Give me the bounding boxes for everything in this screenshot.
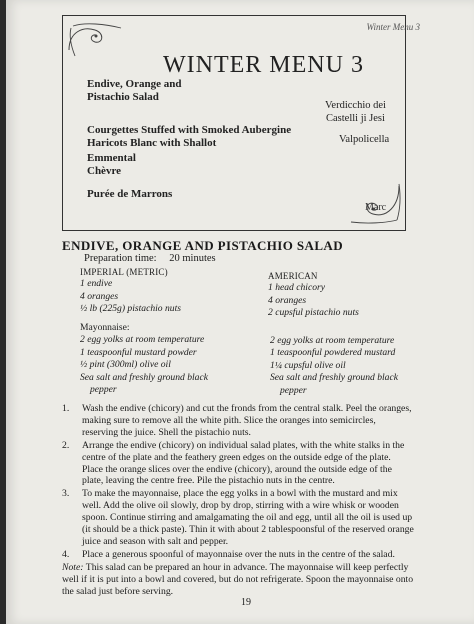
menu-dish-4: [87, 188, 172, 201]
menu-wine-2-line1: Valpolicella: [339, 134, 390, 145]
menu-dish-3-line2: Chèvre: [87, 165, 122, 177]
american-ingredient: 2 cupsful pistachio nuts: [268, 307, 359, 319]
menu-author: Marc: [365, 202, 387, 213]
menu-title: WINTER MENU 3: [163, 52, 364, 78]
step-number: 3.: [62, 488, 70, 500]
menu-dish-2-line2: Haricots Blanc with Shallot: [87, 137, 217, 149]
flourish-top-left-icon: [65, 20, 125, 60]
prep-time: [84, 253, 216, 264]
running-head: Winter Menu 3: [366, 22, 420, 32]
mayo-imperial-item: ½ pint (300ml) olive oil: [80, 359, 171, 371]
mayo-imperial-item: 2 egg yolks at room temperature: [80, 334, 205, 346]
american-column: [268, 270, 359, 320]
american-ingredient: 4 oranges: [268, 294, 307, 306]
book-page: [6, 0, 474, 624]
menu-dish-4-line1: Purée de Marrons: [87, 188, 173, 200]
menu-dish-2-line1: Courgettes Stuffed with Smoked Aubergine: [87, 124, 292, 136]
american-ingredient: 1 head chicory: [268, 282, 326, 294]
note-text: This salad can be prepared an hour in advance. The mayonnaise will keep perfectly well if it is put into a bowl and covered, but do not refrigerate. Spoon the mayonnaise onto the salad just before serving.: [62, 561, 414, 597]
mayo-american-item: Sea salt and freshly ground black: [270, 372, 398, 384]
imperial-ingredient: 1 endive: [80, 278, 113, 290]
step-text: To make the mayonnaise, place the egg yolks in a bowl with the mustard and mix well. Add the olive oil slowly, drop by drop, stirring with a wire whisk or wooden spoon. Continue stirring and amalgamating the oil and egg, until all the oil is used up (it should be a thick paste). Thin it with about 2 tablespoonsful of the reserved orange juice and season with salt and pepper.: [82, 488, 414, 547]
prep-value: 20 minutes: [169, 253, 216, 264]
menu-dish-2: [87, 124, 291, 150]
method-step: [62, 403, 414, 439]
mayo-american-item: pepper: [280, 384, 307, 396]
page-number: 19: [241, 597, 251, 608]
method-step: [62, 440, 414, 488]
menu-wine-2: [339, 133, 389, 146]
menu-dish-1: [87, 78, 181, 104]
mayonnaise-american: [270, 335, 398, 397]
method-step: [62, 549, 414, 561]
method-steps: [62, 403, 414, 598]
menu-box: [62, 15, 406, 231]
mayo-american-item: 1 teaspoonful powdered mustard: [270, 347, 396, 359]
prep-label: Preparation time:: [84, 253, 157, 264]
imperial-ingredient: 4 oranges: [80, 290, 119, 302]
american-header: AMERICAN: [268, 271, 318, 281]
mayo-imperial-item: 1 teaspoonful mustard powder: [80, 346, 197, 358]
mayo-imperial-item: pepper: [90, 384, 117, 396]
menu-dish-3: [87, 152, 136, 178]
mayonnaise-label: Mayonnaise:: [80, 322, 130, 333]
step-text: Wash the endive (chicory) and cut the fronds from the central stalk. Peel the oranges, making sure to remove all the white pith. Slice the oranges into semicircles, reserving the juice. Shell the pistachio nuts.: [82, 403, 412, 438]
imperial-header: IMPERIAL (METRIC): [80, 267, 168, 277]
mayo-american-item: 2 egg yolks at room temperature: [270, 335, 395, 346]
step-number: 2.: [62, 439, 70, 451]
mayo-american-item: 1¼ cupsful olive oil: [270, 359, 346, 371]
mayo-imperial-item: Sea salt and freshly ground black: [80, 371, 208, 383]
menu-dish-1-line2: Pistachio Salad: [87, 91, 159, 103]
menu-wine-1: [325, 99, 386, 125]
menu-dish-1-line1: Endive, Orange and: [87, 78, 182, 90]
step-number: 1.: [62, 403, 70, 414]
note-label: Note:: [62, 561, 84, 573]
menu-wine-1-line1: Verdicchio dei: [325, 100, 386, 111]
method-step: [62, 488, 414, 548]
imperial-ingredient: ½ lb (225g) pistachio nuts: [80, 303, 181, 315]
mayonnaise-imperial: [80, 322, 208, 396]
menu-dish-3-line1: Emmental: [87, 152, 136, 164]
step-text: Arrange the endive (chicory) on individual salad plates, with the white stalks in the centre of the plate and the feathery green edges on the outside edge of the plate. Place the orange slices over the endive (chicory), around the outside edge of the plate, leaving the centre free. Pile the pistachio nuts in the centre.: [82, 439, 405, 487]
menu-wine-1-line2: Castelli ji Jesi: [326, 113, 385, 124]
recipe-note: [62, 562, 414, 598]
step-text: Place a generous spoonful of mayonnaise over the nuts in the centre of the salad.: [82, 548, 395, 560]
recipe-title: ENDIVE, ORANGE AND PISTACHIO SALAD: [62, 238, 343, 253]
step-number: 4.: [62, 548, 70, 560]
imperial-column: [80, 266, 181, 316]
